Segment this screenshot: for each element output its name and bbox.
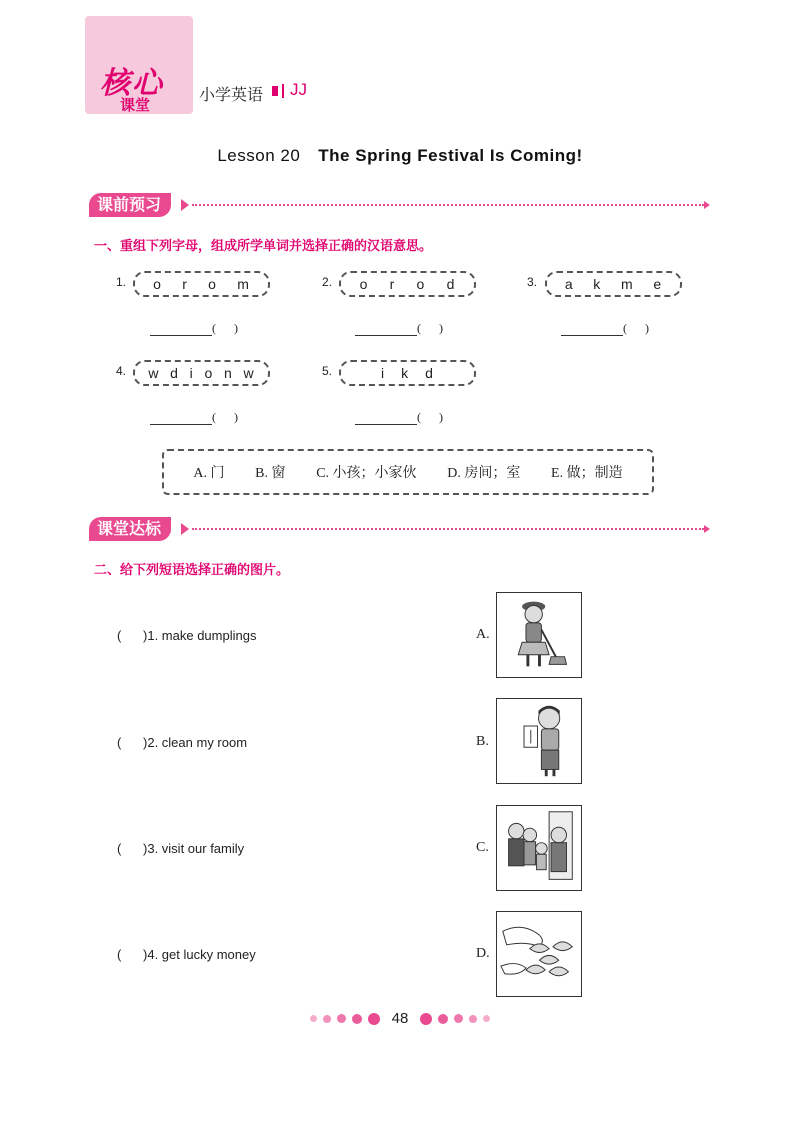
answer-line[interactable] xyxy=(355,321,443,336)
letter: d xyxy=(170,365,179,381)
page-footer xyxy=(0,1010,800,1027)
footer-dot xyxy=(483,1015,490,1022)
match-item xyxy=(117,841,244,856)
phrase-text: 1. make dumplings xyxy=(147,628,257,643)
letter: d xyxy=(446,276,456,292)
letter: o xyxy=(359,276,369,292)
picture-label-a: A. xyxy=(476,627,490,642)
item-number: 5. xyxy=(322,364,333,378)
picture-label-b: B. xyxy=(476,734,489,749)
option-b: B. 窗 xyxy=(255,466,286,481)
footer-dot xyxy=(438,1014,448,1024)
girl-sweeping-picture xyxy=(497,593,580,676)
letter: o xyxy=(416,276,426,292)
item-number: 1. xyxy=(116,275,127,289)
letter: w xyxy=(243,365,255,381)
answer-paren[interactable]: ( ) xyxy=(212,321,238,335)
footer-dot xyxy=(323,1015,331,1023)
boy-holding-envelope-picture xyxy=(497,699,580,782)
phrase-text: 4. get lucky money xyxy=(147,947,256,962)
letter: m xyxy=(237,276,250,292)
scrambled-word-box xyxy=(133,271,270,297)
scrambled-word-box xyxy=(339,360,476,386)
answer-paren[interactable]: ( ) xyxy=(117,735,148,750)
lesson-heading xyxy=(0,146,800,166)
match-item xyxy=(117,628,256,643)
edition-label: JJ xyxy=(290,80,307,99)
answer-blank[interactable] xyxy=(150,323,212,336)
answer-blank[interactable] xyxy=(355,323,417,336)
phrase-text: 2. clean my room xyxy=(147,735,248,750)
item-number: 2. xyxy=(322,275,333,289)
option-a: A. 门 xyxy=(193,466,225,481)
scrambled-word-box xyxy=(545,271,682,297)
answer-line[interactable] xyxy=(150,321,238,336)
answer-paren[interactable]: ( ) xyxy=(623,321,649,335)
subject-label: 小学英语 xyxy=(199,85,264,104)
phrase-text: 3. visit our family xyxy=(147,841,245,856)
footer-dot xyxy=(337,1014,346,1023)
section2-divider xyxy=(192,528,704,530)
logo-subtitle: 课堂 xyxy=(120,96,151,114)
item-number: 3. xyxy=(527,275,538,289)
section2-banner-arrow xyxy=(181,523,189,535)
letter: k xyxy=(401,365,410,381)
answer-blank[interactable] xyxy=(355,412,417,425)
letter: o xyxy=(204,365,214,381)
hands-making-dumplings-picture xyxy=(497,912,580,995)
scrambled-word-box xyxy=(339,271,476,297)
picture-c xyxy=(496,805,582,891)
letter: o xyxy=(208,276,217,292)
option-e: E. 做；制造 xyxy=(551,466,623,481)
letter: w xyxy=(148,365,160,381)
answer-paren[interactable]: ( ) xyxy=(417,321,443,335)
letter: i xyxy=(381,365,386,381)
picture-b xyxy=(496,698,582,784)
letter: d xyxy=(425,365,434,381)
picture-a xyxy=(496,592,582,678)
options-box xyxy=(162,449,654,495)
lesson-number: Lesson 20 xyxy=(217,146,301,165)
section2-divider-arrow xyxy=(704,525,710,533)
letter: r xyxy=(389,276,396,292)
footer-dot xyxy=(420,1013,432,1025)
page-number: 48 xyxy=(391,1010,409,1027)
subject-divider xyxy=(282,84,284,98)
letter: e xyxy=(653,276,663,292)
footer-dot xyxy=(310,1015,317,1022)
letter: o xyxy=(153,276,162,292)
letter: i xyxy=(189,365,194,381)
answer-paren[interactable]: ( ) xyxy=(117,628,148,643)
picture-label-c: C. xyxy=(476,840,489,855)
letter: a xyxy=(564,276,574,292)
option-d: D. 房间；室 xyxy=(447,466,521,481)
answer-paren[interactable]: ( ) xyxy=(117,841,148,856)
section1-instruction: 一、重组下列字母，组成所学单词并选择正确的汉语意思。 xyxy=(94,239,433,254)
letter: k xyxy=(593,276,602,292)
answer-paren[interactable]: ( ) xyxy=(117,947,148,962)
section1-banner: 课前预习 xyxy=(89,193,171,217)
picture-d xyxy=(496,911,582,997)
picture-label-d: D. xyxy=(476,946,490,961)
answer-blank[interactable] xyxy=(150,412,212,425)
section2-instruction: 二、给下列短语选择正确的图片。 xyxy=(94,563,290,578)
footer-dot xyxy=(454,1014,463,1023)
section1-divider xyxy=(192,204,704,206)
footer-dot xyxy=(368,1013,380,1025)
match-item xyxy=(117,735,247,750)
logo-title: 核心 xyxy=(100,66,164,101)
section2-banner: 课堂达标 xyxy=(89,517,171,541)
scrambled-word-box xyxy=(133,360,270,386)
footer-dot xyxy=(352,1014,362,1024)
letter: m xyxy=(620,276,634,292)
section1-banner-arrow xyxy=(181,199,189,211)
answer-line[interactable] xyxy=(150,410,238,425)
item-number: 4. xyxy=(116,364,127,378)
match-item xyxy=(117,947,256,962)
family-visit-picture xyxy=(497,806,580,889)
option-c: C. 小孩；小家伙 xyxy=(316,466,417,481)
section1-divider-arrow xyxy=(704,201,710,209)
answer-line[interactable] xyxy=(561,321,649,336)
answer-paren[interactable]: ( ) xyxy=(417,410,443,424)
answer-paren[interactable]: ( ) xyxy=(212,410,238,424)
letter: n xyxy=(224,365,233,381)
answer-line[interactable] xyxy=(355,410,443,425)
answer-blank[interactable] xyxy=(561,323,623,336)
footer-dot xyxy=(469,1015,477,1023)
letter: r xyxy=(182,276,188,292)
lesson-title: The Spring Festival Is Coming! xyxy=(318,146,583,165)
subject-marker xyxy=(272,86,278,96)
